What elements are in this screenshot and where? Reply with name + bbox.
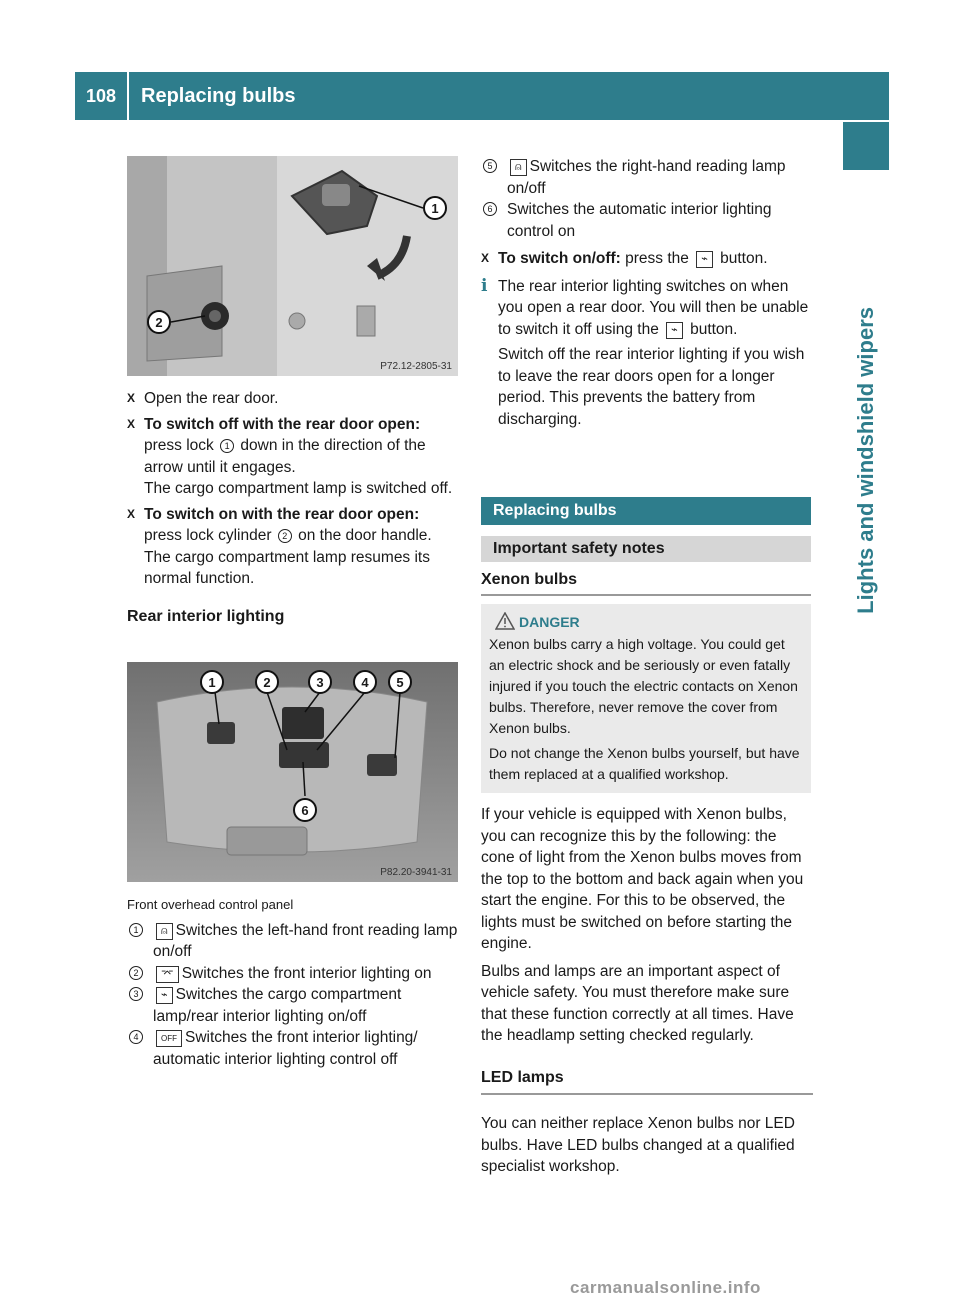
- step-arrow-icon: X: [127, 416, 136, 431]
- legend-item-5: 5 ⍝ Switches the right-hand reading lamp on/off: [481, 156, 811, 199]
- info-icon: i: [481, 275, 488, 296]
- section-replacing-bulbs: [481, 497, 811, 596]
- reading-lamp-icon: ⍝: [510, 159, 527, 176]
- left-steps: [127, 388, 459, 627]
- safety-paragraph: Bulbs and lamps are an important aspect of vehicle safety. You must therefore make sure that these function correctly at all times. Have the headlamp setting checked regularly.: [481, 962, 794, 1044]
- legend-item-4: 4 OFF Switches the front interior lighting/ automatic interior lighting control off: [127, 1027, 459, 1070]
- danger-box: [481, 604, 811, 793]
- footer-watermark: carmanualsonline.info: [570, 1278, 761, 1297]
- section-title: Replacing bulbs: [481, 497, 811, 525]
- danger-text: Xenon bulbs carry a high voltage. You could get an electric shock and be seriously or even fatally injured if you touch the electric contacts on Xenon bulbs. Therefore, never remove the cover from Xenon bulbs.: [489, 636, 798, 736]
- legend-item-6: 6 Switches the automatic interior lighting control on: [481, 199, 811, 242]
- rear-lighting-heading: Rear interior lighting: [127, 607, 285, 625]
- step-switch-on: X To switch on with the rear door open: press lock cylinder 2 on the door handle. The cargo compartment lamp resumes its normal function.: [127, 505, 432, 587]
- led-paragraph: You can neither replace Xenon bulbs nor LED bulbs. Have LED bulbs changed at a qualified specialist workshop.: [481, 1115, 795, 1175]
- left-legend: [127, 894, 459, 1070]
- overhead-panel-image: [127, 662, 458, 882]
- xenon-paragraph: If your vehicle is equipped with Xenon bulbs, you can recognize this by the following: the cone of light from the Xenon bulbs moves from the top to the bottom and back again when you start the engine. For this to be observed, the lights must be switched on before starting the engine.: [481, 806, 804, 952]
- door-lock-image: [127, 156, 458, 376]
- step-arrow-icon: X: [127, 391, 136, 405]
- callout-1: 1: [200, 670, 224, 694]
- callout-5: 5: [388, 670, 412, 694]
- callout-1: 1: [423, 196, 447, 220]
- right-top: [481, 156, 811, 430]
- callout-4: 4: [353, 670, 377, 694]
- warning-icon: [495, 612, 515, 630]
- cargo-lamp-icon: ⌁: [156, 987, 173, 1004]
- step-open-door: X Open the rear door.: [127, 388, 459, 410]
- image-code: P82.20-3941-31: [380, 867, 452, 878]
- callout-2: 2: [147, 310, 171, 334]
- step-arrow-icon: X: [481, 251, 490, 265]
- image-code: P72.12-2805-31: [380, 361, 452, 372]
- xenon-heading: Xenon bulbs: [481, 571, 811, 596]
- reading-lamp-icon: ⍝: [156, 923, 173, 940]
- danger-text-2: Do not change the Xenon bulbs yourself, but have them replaced at a qualified workshop.: [489, 745, 800, 782]
- legend-item-2: 2 ⌤ Switches the front interior lighting on: [127, 963, 459, 985]
- side-tab: [843, 122, 889, 170]
- step-arrow-icon: X: [127, 506, 136, 521]
- right-body: [481, 804, 813, 1178]
- danger-title: DANGER: [519, 614, 580, 630]
- cargo-lamp-icon: ⌁: [666, 322, 683, 339]
- callout-3: 3: [308, 670, 332, 694]
- led-heading: LED lamps: [481, 1067, 813, 1096]
- light-off-icon: OFF: [156, 1030, 182, 1047]
- page-title: Replacing bulbs: [129, 72, 889, 120]
- callout-6: 6: [293, 798, 317, 822]
- subsection-title: Important safety notes: [481, 536, 811, 562]
- interior-light-icon: ⌤: [156, 966, 179, 983]
- cargo-lamp-icon: ⌁: [696, 251, 713, 268]
- side-label: Lights and windshield wipers: [853, 306, 878, 614]
- image-caption: Front overhead control panel: [127, 897, 294, 912]
- step-switch-off: X To switch off with the rear door open: press lock 1 down in the direction of the arrow until it engages. The cargo compartment lamp is switched off.: [127, 415, 453, 497]
- step-switch-on-off: X To switch on/off: press the ⌁ button.: [481, 248, 811, 270]
- info-note: i The rear interior lighting switches on when you open a rear door. You will then be unable to switch it off using the ⌁ button. Switch off the rear interior lighting if you wish to leave the rear doors open for a longer period. This prevents the battery from discharging.: [481, 275, 809, 428]
- legend-item-1: 1 ⍝ Switches the left-hand front reading lamp on/off: [127, 920, 459, 963]
- legend-item-3: 3 ⌁ Switches the cargo compartment lamp/rear interior lighting on/off: [127, 984, 459, 1027]
- callout-2: 2: [255, 670, 279, 694]
- page-number: 108: [75, 72, 127, 120]
